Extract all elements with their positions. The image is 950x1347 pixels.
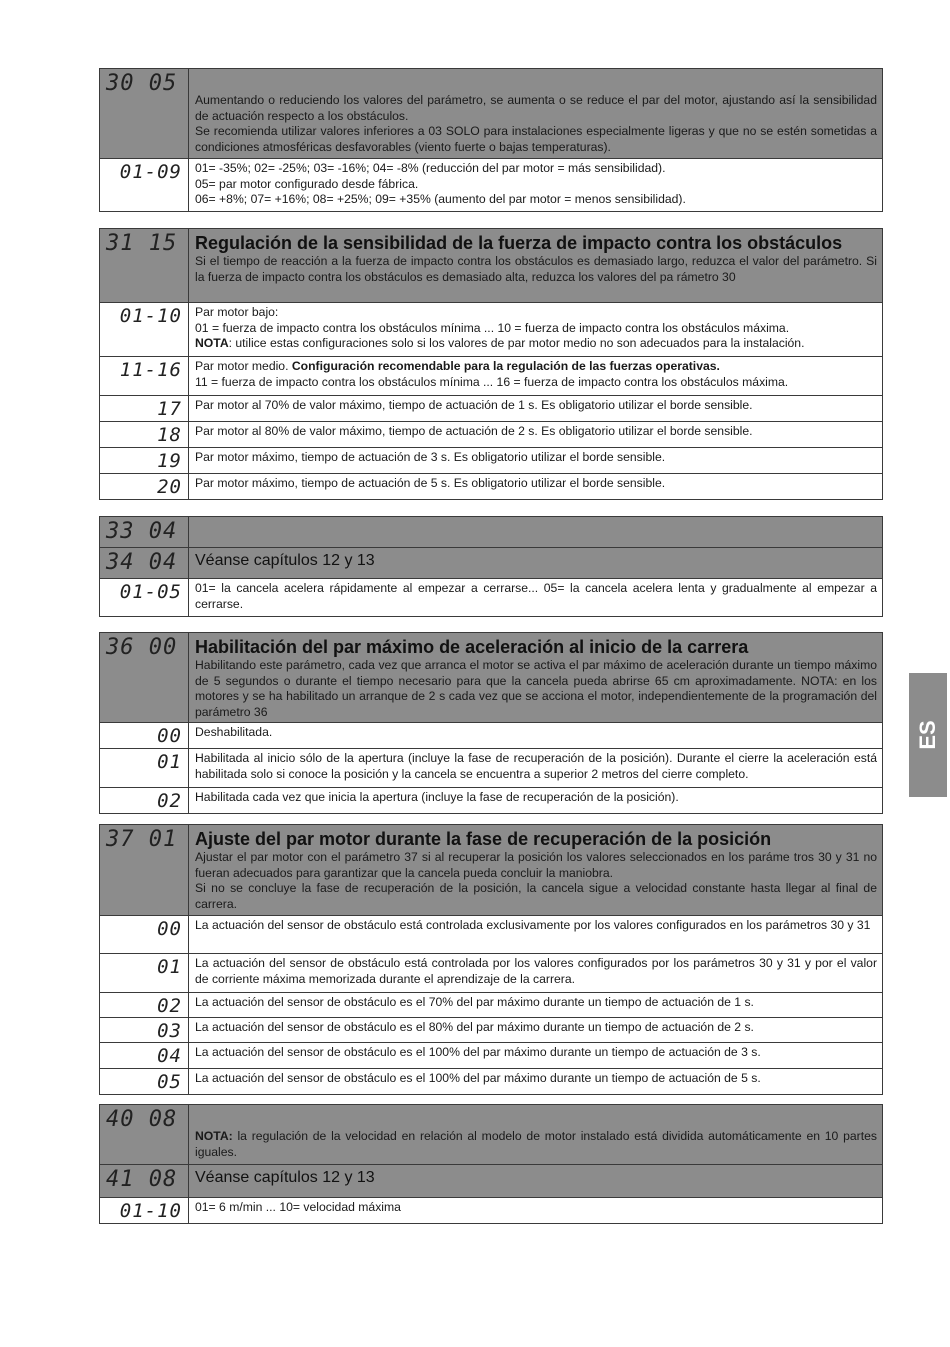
param-description: NOTA: la regulación de la velocidad en relación al modelo de motor instalado está dividida automáticamente en 10 partes iguales. bbox=[189, 1105, 883, 1165]
value-description: Par motor bajo: 01 = fuerza de impacto contra los obstáculos mínima ... 10 = fuerza de impacto contra los obstáculos máxima. NOTA: utilice estas configuraciones solo si los valores de par motor medio no son adecuados para la instalación. bbox=[189, 303, 883, 357]
param-description: Regulación de la sensibilidad de la fuerza de impacto contra los obstáculos Si el tiempo de reacción a la fuerza de impacto contra los obstáculos es demasiado largo, reduzca el valor del parámetro. Si la fuerza de impacto contra los obstáculos es demasiado alta, reduzca los valores del pa rámetro 30 bbox=[189, 229, 883, 303]
value-code: 01-10 bbox=[100, 303, 189, 357]
value-description: Par motor al 80% de valor máximo, tiempo de actuación de 2 s. Es obligatorio utilizar el borde sensible. bbox=[189, 422, 883, 448]
param-code: 34 04 bbox=[100, 548, 189, 579]
param-code: 37 01 bbox=[100, 825, 189, 916]
param-code: 40 08 bbox=[100, 1105, 189, 1165]
param-code: 36 00 bbox=[100, 633, 189, 723]
value-description: La actuación del sensor de obstáculo está controlada exclusivamente por los valores configurados en los parámetros 30 y 31 bbox=[189, 916, 883, 954]
value-description: Deshabilitada. bbox=[189, 723, 883, 749]
value-description: Habilitada cada vez que inicia la apertura (incluye la fase de recuperación de la posición). bbox=[189, 788, 883, 814]
value-description: Par motor máximo, tiempo de actuación de 5 s. Es obligatorio utilizar el borde sensible. bbox=[189, 474, 883, 500]
value-code: 02 bbox=[100, 788, 189, 814]
param-description bbox=[189, 517, 883, 548]
value-description: La actuación del sensor de obstáculo es el 100% del par máximo durante un tiempo de actuación de 3 s. bbox=[189, 1043, 883, 1069]
param-description: Aumentando o reduciendo los valores del parámetro, se aumenta o se reduce el par del motor, ajustando así la sensibilidad de actuación respecto a los obstáculos. Se recomienda utilizar valores inferiores a 03 SOLO para instalaciones especialmente ligeras y que no se estén sometidas a condiciones atmosféricas desfavorables (viento fuerte o bajas temperaturas). bbox=[189, 69, 883, 159]
value-code: 01-09 bbox=[100, 159, 189, 212]
param-code: 31 15 bbox=[100, 229, 189, 303]
param-code: 41 08 bbox=[100, 1165, 189, 1198]
param-code: 30 05 bbox=[100, 69, 189, 159]
value-code: 01 bbox=[100, 954, 189, 993]
value-description: 01= -35%; 02= -25%; 03= -16%; 04= -8% (reducción del par motor = más sensibilidad). 05= par motor configurado desde fábrica. 06= +8%; 07= +16%; 08= +25%; 09= +35% (aumento del par motor = menos sensibilidad). bbox=[189, 159, 883, 212]
value-code: 05 bbox=[100, 1069, 189, 1095]
param-table-37 bbox=[99, 824, 883, 1095]
value-code: 20 bbox=[100, 474, 189, 500]
value-code: 03 bbox=[100, 1018, 189, 1043]
value-code: 01 bbox=[100, 749, 189, 788]
value-code: 19 bbox=[100, 448, 189, 474]
param-title: Ajuste del par motor durante la fase de recuperación de la posición bbox=[195, 829, 772, 849]
value-code: 04 bbox=[100, 1043, 189, 1069]
value-code: 01-10 bbox=[100, 1198, 189, 1224]
param-code: 33 04 bbox=[100, 517, 189, 548]
value-description: 01= 6 m/min ... 10= velocidad máxima bbox=[189, 1198, 883, 1224]
value-description: La actuación del sensor de obstáculo es el 70% del par máximo durante un tiempo de actuación de 1 s. bbox=[189, 993, 883, 1018]
param-description: Ajuste del par motor durante la fase de recuperación de la posición Ajustar el par motor con el parámetro 37 si al recuperar la posición los valores seleccionados en los paráme tros 30 y 31 no fueran adecuados para garantizar que la cancela pueda concluir la maniobra. Si no se concluye la fase de recuperación de la posición, la cancela sigue a velocidad constante hasta llegar al final de carrera. bbox=[189, 825, 883, 916]
value-description: La actuación del sensor de obstáculo está controlada por los valores configurados por los parámetros 30 y 31 y por el valor de corriente máxima memorizada durante el aprendizaje de la carrera. bbox=[189, 954, 883, 993]
value-code: 11-16 bbox=[100, 357, 189, 396]
value-description: Par motor al 70% de valor máximo, tiempo de actuación de 1 s. Es obligatorio utilizar el borde sensible. bbox=[189, 396, 883, 422]
param-description: Habilitación del par máximo de aceleración al inicio de la carrera Habilitando este parámetro, cada vez que arranca el motor se activa el par máximo de aceleración durante un tiempo máximo de 5 segundos o durante el tiempo necesario para que la cancela pueda abrirse 65 cm aproximadamente. NOTA: en los motores y se ha habilitado un arranque de 2 s cada vez que se acciona el motor, independientemente de la programación del parámetro 36 bbox=[189, 633, 883, 723]
value-description: La actuación del sensor de obstáculo es el 80% del par máximo durante un tiempo de actuación de 2 s. bbox=[189, 1018, 883, 1043]
param-table-36 bbox=[99, 632, 883, 814]
param-table-31 bbox=[99, 228, 883, 500]
value-description: Par motor máximo, tiempo de actuación de 3 s. Es obligatorio utilizar el borde sensible. bbox=[189, 448, 883, 474]
value-description: Habilitada al inicio sólo de la apertura (incluye la fase de recuperación de la posición). Durante el cierre la aceleración está habilitada solo si conoce la posición y la cancela se encuentra a superior 2 metros del cierre completo. bbox=[189, 749, 883, 788]
param-table-40-41 bbox=[99, 1104, 883, 1224]
value-code: 00 bbox=[100, 916, 189, 954]
param-description: Véanse capítulos 12 y 13 bbox=[189, 548, 883, 579]
param-table-33-34 bbox=[99, 516, 883, 617]
value-code: 02 bbox=[100, 993, 189, 1018]
value-code: 17 bbox=[100, 396, 189, 422]
value-description: 01= la cancela acelera rápidamente al empezar a cerrarse... 05= la cancela acelera lenta y gradualmente al empezar a cerrarse. bbox=[189, 579, 883, 617]
value-code: 00 bbox=[100, 723, 189, 749]
value-description: Par motor medio. Configuración recomendable para la regulación de las fuerzas operativas. 11 = fuerza de impacto contra los obstáculos mínima ... 16 = fuerza de impacto contra los obstáculos máxima. bbox=[189, 357, 883, 396]
param-title: Habilitación del par máximo de aceleración al inicio de la carrera bbox=[195, 637, 749, 657]
param-description: Véanse capítulos 12 y 13 bbox=[189, 1165, 883, 1198]
param-table-30 bbox=[99, 68, 883, 212]
value-description: La actuación del sensor de obstáculo es el 100% del par máximo durante un tiempo de actuación de 5 s. bbox=[189, 1069, 883, 1095]
value-code: 01-05 bbox=[100, 579, 189, 617]
param-title: Regulación de la sensibilidad de la fuerza de impacto contra los obstáculos bbox=[195, 233, 843, 253]
language-tab: ES bbox=[909, 673, 947, 797]
value-code: 18 bbox=[100, 422, 189, 448]
